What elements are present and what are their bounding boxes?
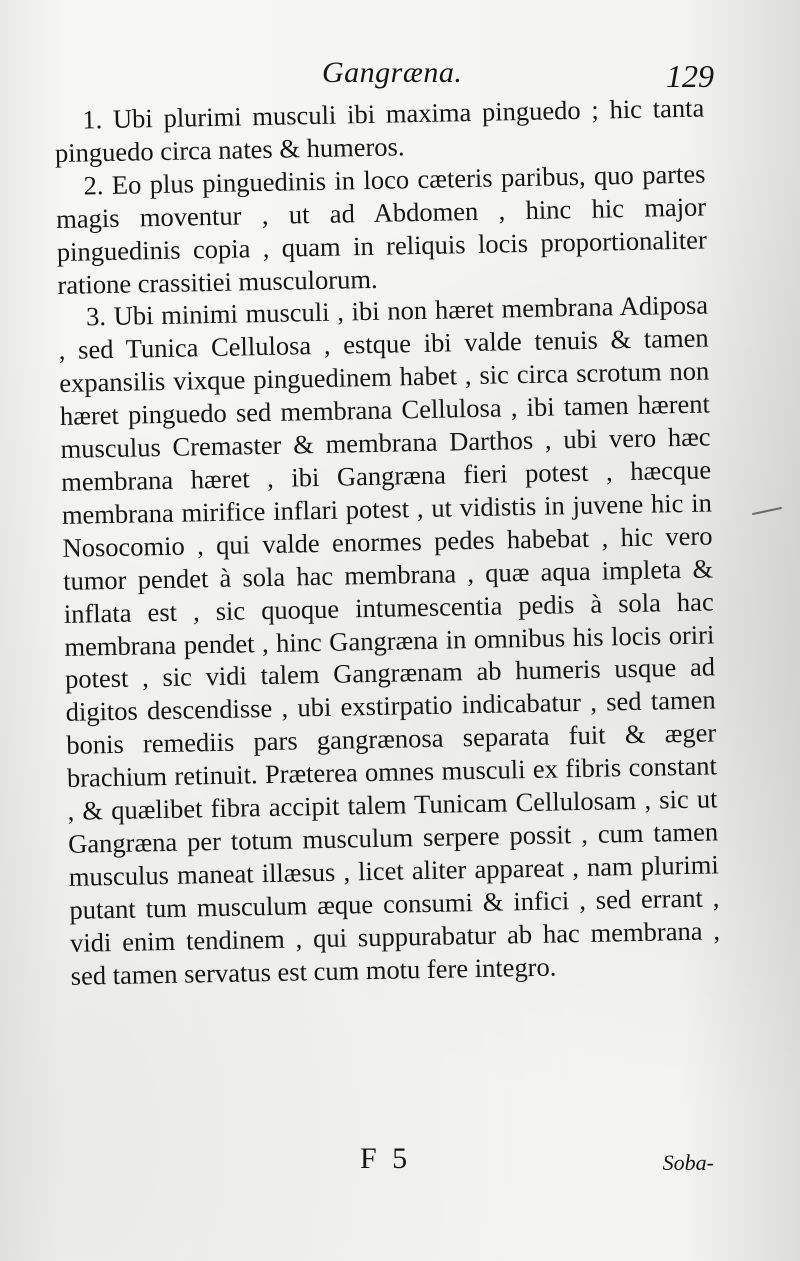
paragraph-3 [58, 289, 721, 992]
page-footer [54, 1140, 714, 1190]
paragraph-text: Ubi plurimi musculi ibi maxima pinguedo ; hic tanta pinguedo circa nates & humeros. [54, 92, 705, 168]
body-text [54, 92, 721, 993]
page-number: 129 [666, 58, 714, 94]
paragraph-number: 3. [85, 301, 107, 332]
paragraph-1 [54, 92, 705, 170]
paragraph-number: 1. [82, 104, 103, 135]
running-title: Gangræna. [322, 56, 463, 89]
paragraph-number: 2. [83, 169, 104, 201]
catchword: Soba- [662, 1150, 714, 1175]
paragraph-text: Eo plus pinguedinis in loco cæteris paribus, quo partes magis moventur , ut ad Abdomen , hinc hic major pinguedinis copia , quam in reliquis locis proportionaliter ratione crassitiei musculorum. [55, 158, 708, 300]
signature-mark: F 5 [360, 1142, 412, 1175]
paragraph-text: Ubi minimi musculi , ibi non hæret membrana Adiposa , sed Tunica Cellulosa , estque ibi valde tenuis & tamen expansilis vixque pinguedinem habet , sic circa scrotum non hæret pinguedo sed membrana Cellulosa , ibi tamen hærent musculus Cremaster & membrana Darthos , ubi vero hæc membrana hæret , ibi Gangræna fieri potest , hæcque membrana mirifice inflari potest , ut vidistis in juvene hic in Nosocomio , qui valde enormes pedes habebat , hic vero tumor pendet à sola hac membrana , quæ aqua impleta & inflata est , sic quoque intumescentia pedis à sola hac membrana pendet , hinc Gangræna in omnibus his locis oriri potest , sic vidi talem Gangrænam ab humeris usque ad digitos descendisse , ubi exstirpatio indicabatur , sed tamen bonis remediis pars gangrænosa separata fuit & æger brachium retinuit. Præterea omnes musculi ex fibris constant , & quælibet fibra accipit talem Tunicam Cellulosam , sic ut Gangræna per totum musculum serpere possit , cum tamen musculus maneat illæsus , licet aliter appareat , nam plurimi putant tum musculum æque consumi & infici , sed errant , vidi enim tendinem , qui suppurabatur ab hac membrana , sed tamen servatus est cum motu fere integro. [58, 289, 721, 991]
margin-mark [752, 507, 782, 515]
paragraph-2 [55, 157, 707, 301]
